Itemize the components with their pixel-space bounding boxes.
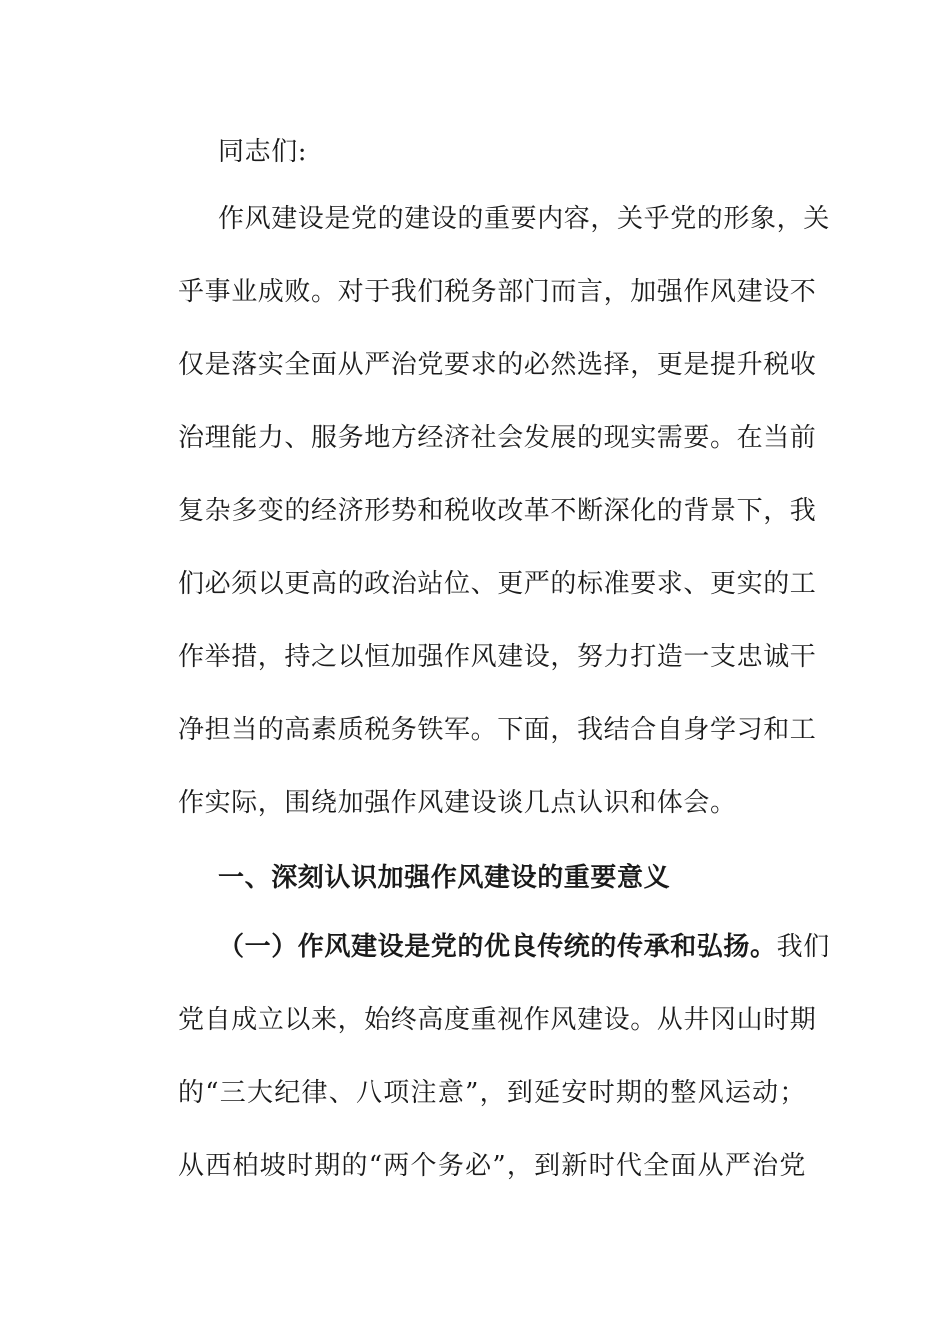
paragraph-line: 治理能力、服务地方经济社会发展的现实需要。在当前 (178, 423, 817, 453)
paragraph-line: 净担当的高素质税务铁军。下面，我结合自身学习和工 (178, 715, 817, 745)
section-heading: 一、深刻认识加强作风建设的重要意义 (218, 863, 671, 893)
paragraph-line: 从西柏坡时期的“两个务必”，到新时代全面从严治党 (178, 1151, 806, 1181)
paragraph-line: 作风建设是党的建设的重要内容，关乎党的形象，关 (218, 204, 830, 234)
salutation: 同志们: (218, 137, 308, 167)
subsection-first-line (218, 929, 830, 965)
paragraph-line: 复杂多变的经济形势和税收改革不断深化的背景下，我 (178, 496, 817, 526)
paragraph-line: 的“三大纪律、八项注意”，到延安时期的整风运动； (178, 1078, 806, 1108)
paragraph-line: 作举措，持之以恒加强作风建设，努力打造一支忠诚干 (178, 642, 817, 672)
subsection-title-tail: 我们 (776, 932, 830, 962)
paragraph-line: 们必须以更高的政治站位、更严的标准要求、更实的工 (178, 569, 817, 599)
paragraph-line: 党自成立以来，始终高度重视作风建设。从井冈山时期 (178, 1005, 817, 1035)
paragraph-line: 乎事业成败。对于我们税务部门而言，加强作风建设不 (178, 277, 817, 307)
paragraph-line-last: 作实际，围绕加强作风建设谈几点认识和体会。 (178, 788, 737, 818)
paragraph-line: 仅是落实全面从严治党要求的必然选择，更是提升税收 (178, 350, 817, 380)
subsection-title: （一）作风建设是党的优良传统的传承和弘扬。 (218, 932, 777, 962)
